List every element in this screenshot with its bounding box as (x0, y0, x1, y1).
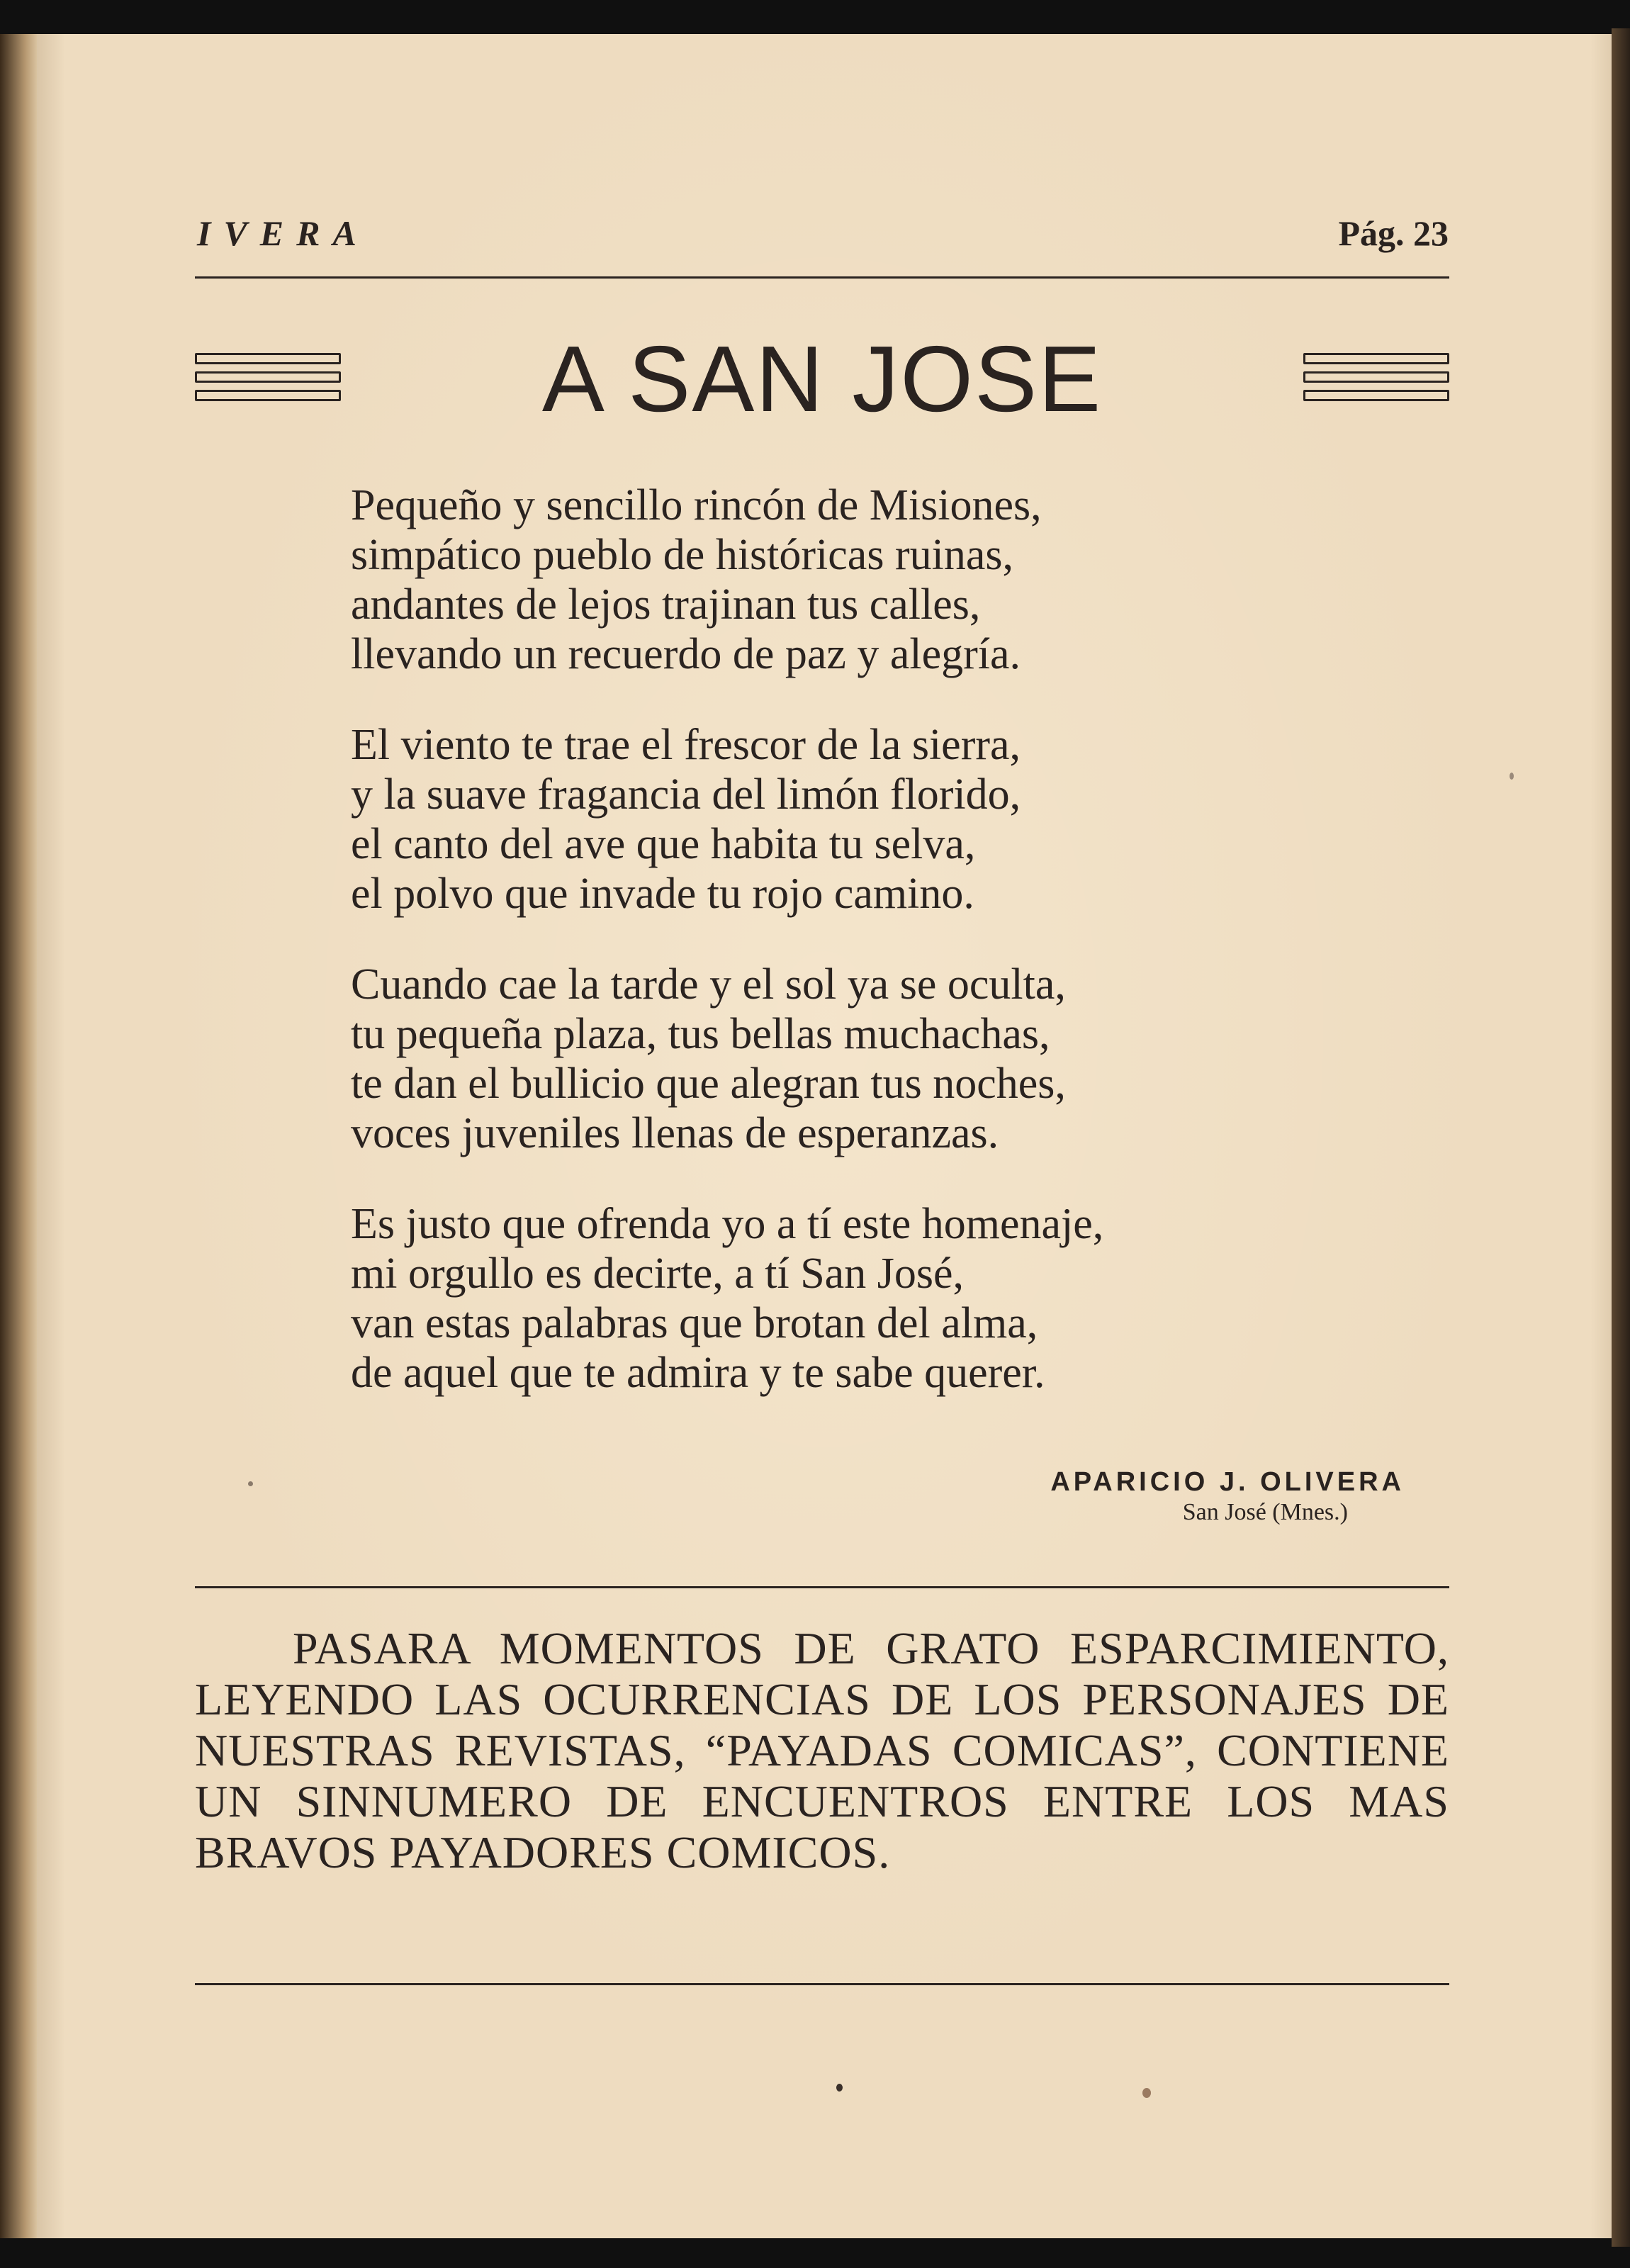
poem-line: Cuando cae la tarde y el sol ya se oculta, (351, 960, 1066, 1009)
poem-line: mi orgullo es decirte, a tí San José, (351, 1250, 964, 1298)
stanza-4 (351, 1199, 1343, 1398)
stanza-2 (351, 720, 1343, 919)
poem-line: tu pequeña plaza, tus bellas muchachas, (351, 1010, 1050, 1058)
section-rule (195, 1586, 1449, 1588)
poem-line: el canto del ave que habita tu selva, (351, 820, 976, 868)
poem-line: Es justo que ofrenda yo a tí este homenaje, (351, 1200, 1104, 1248)
title-row (195, 326, 1449, 432)
bottom-rule (195, 1983, 1449, 1985)
author-place: San José (Mnes.) (1182, 1499, 1348, 1525)
poem-line: El viento te trae el frescor de la sierra, (351, 721, 1021, 769)
poem-line: y la suave fragancia del limón florido, (351, 770, 1021, 819)
paper-speck (836, 2084, 843, 2092)
poem-line: Pequeño y sencillo rincón de Misiones, (351, 481, 1042, 529)
poem-line: el polvo que invade tu rojo camino. (351, 870, 974, 918)
stanza-3 (351, 960, 1343, 1158)
poem-line: van estas palabras que brotan del alma, (351, 1299, 1038, 1347)
poem-body (351, 481, 1343, 1439)
poem-line: simpático pueblo de históricas ruinas, (351, 531, 1013, 579)
poem-line: andantes de lejos trajinan tus calles, (351, 580, 981, 629)
paper-speck (1142, 2088, 1151, 2098)
paper-speck (248, 1481, 253, 1486)
stanza-1 (351, 481, 1343, 679)
paper-speck (1510, 773, 1514, 780)
poem-line: de aquel que te admira y te sabe querer. (351, 1349, 1045, 1397)
running-header (197, 213, 1449, 269)
book-spine (0, 34, 37, 2238)
poem-line: voces juveniles llenas de esperanzas. (351, 1109, 999, 1157)
header-rule (195, 276, 1449, 279)
right-ornament-icon (1303, 353, 1449, 404)
page-edge (1612, 28, 1630, 2247)
page-number: Pág. 23 (1338, 213, 1449, 253)
signature (850, 1467, 1405, 1526)
poem-title: A SAN JOSE (541, 327, 1103, 431)
author-name: APARICIO J. OLIVERA (1050, 1467, 1405, 1497)
poem-line: llevando un recuerdo de paz y alegría. (351, 630, 1021, 678)
advertisement-text: PASARA MOMENTOS DE GRATO ESPARCIMIENTO, LEYENDO LAS OCURRENCIAS DE LOS PERSONAJES DE NUESTRAS REVISTAS, “PAYADAS COMICAS”, CONTIENE UN SINNUMERO DE ENCUENTROS ENTRE LOS MAS BRAVOS PAYADORES COMICOS. (195, 1623, 1449, 1877)
journal-name: IVERA (197, 213, 369, 253)
poem-line: te dan el bullicio que alegran tus noches, (351, 1060, 1066, 1108)
